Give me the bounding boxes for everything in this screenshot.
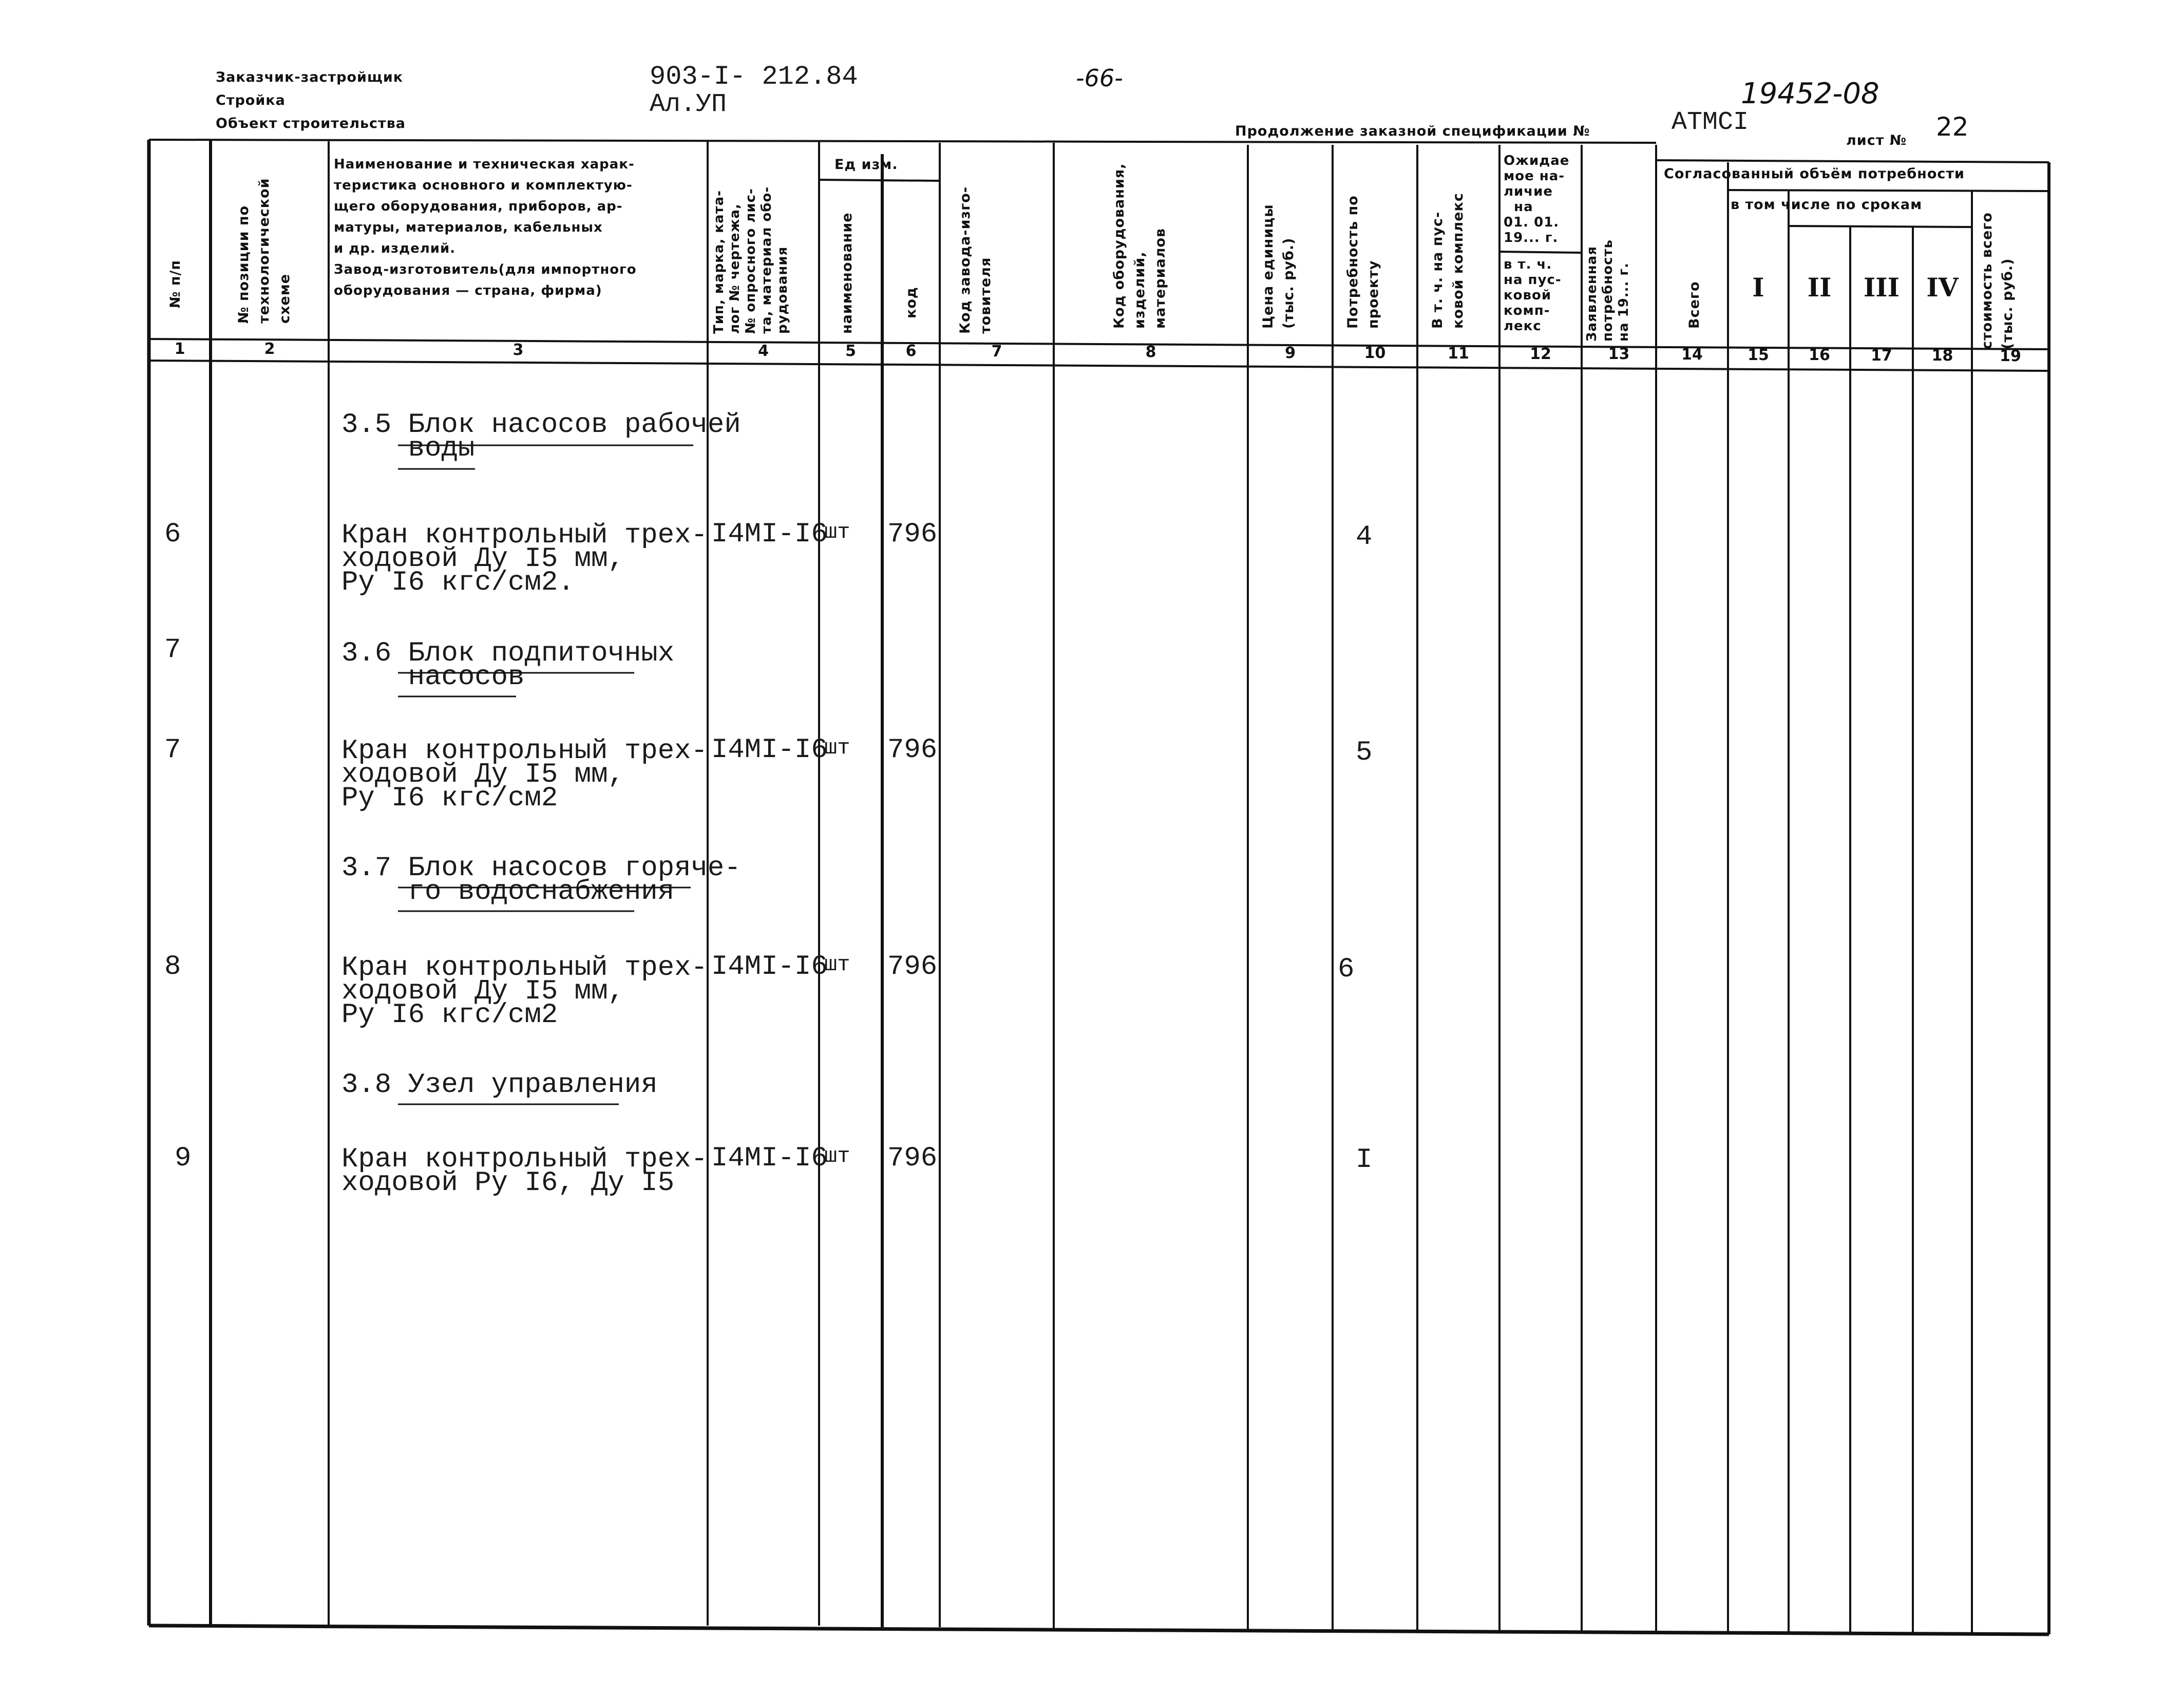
header-col-13: Заявленная потребность на 19... г.: [1584, 239, 1631, 342]
page-marker: -66-: [1076, 64, 1123, 92]
col-number-1: 1: [174, 340, 185, 358]
col-number-5: 5: [845, 342, 856, 360]
item-need: 6: [1338, 954, 1355, 985]
spec-number: АТМСI: [1672, 108, 1749, 137]
item-name: Кран контрольный трех- ходовой Ру I6, Ду I5: [341, 1144, 708, 1199]
item-type: I4MI-I6: [711, 519, 828, 550]
row-number: 9: [175, 1143, 192, 1174]
col-number-14: 14: [1681, 346, 1703, 364]
item-type: I4MI-I6: [711, 1143, 828, 1174]
col-number-7: 7: [991, 343, 1002, 361]
row-number: 6: [164, 519, 181, 550]
header-col-12-bottom: в т. ч. на пус- ковой комп- лекс: [1504, 257, 1562, 334]
header-col-2: № позиции по технологической схеме: [236, 178, 293, 324]
header-col-6: код: [903, 287, 919, 318]
item-unit-code: 796: [887, 1143, 938, 1174]
col-number-12: 12: [1530, 345, 1551, 363]
col-number-6: 6: [905, 342, 917, 360]
item-need: I: [1356, 1144, 1373, 1176]
header-col-17: III: [1863, 272, 1900, 303]
sheet-number: 22: [1936, 112, 1969, 142]
construction-label: Стройка: [216, 92, 286, 108]
section-heading: 3.8 Узел управления: [341, 1069, 658, 1101]
col-number-13: 13: [1608, 345, 1630, 363]
header-col-3: Наименование и техническая харак- теристика основного и комплектую- щего оборудования, приборов, ар- матуры, материалов, кабельных и др. изделий. Завод-изготовитель(для импортного оборудования — страна, фирма): [334, 157, 637, 298]
section-heading: 3.7 Блок насосов горяче- го водоснабжения: [341, 853, 741, 908]
item-unit-code: 796: [887, 734, 938, 766]
item-unit: шт: [824, 1144, 850, 1168]
col-number-9: 9: [1285, 344, 1296, 362]
album-code: Ал.УП: [650, 90, 727, 119]
col-number-10: 10: [1364, 344, 1386, 362]
item-type: I4MI-I6: [711, 734, 828, 766]
col-number-4: 4: [758, 342, 769, 360]
item-unit: шт: [824, 520, 850, 544]
header-col-11: В т. ч. на пус- ковой комплекс: [1430, 193, 1466, 329]
handwritten-number: 19452-08: [1741, 77, 1879, 110]
header-col-1: № п/п: [167, 259, 183, 308]
header-col-19: стоимость всего (тыс. руб.): [1979, 212, 2016, 349]
unit-group-header: Ед изм.: [834, 157, 898, 173]
item-type: I4MI-I6: [711, 951, 828, 983]
col-number-16: 16: [1809, 346, 1830, 364]
col-number-18: 18: [1931, 347, 1953, 365]
item-name: Кран контрольный трех- ходовой Ду I5 мм, Ру I6 кгс/см2: [341, 952, 708, 1031]
customer-label: Заказчик-застройщик: [216, 69, 404, 85]
section-heading-text: 3.5 Блок насосов рабочей воды: [341, 409, 741, 464]
spec-title: Продолжение заказной спецификации №: [1235, 123, 1590, 139]
item-name: Кран контрольный трех- ходовой Ду I5 мм, Ру I6 кгс/см2.: [341, 520, 708, 598]
row-number: 7: [164, 734, 181, 766]
item-unit-code: 796: [887, 951, 938, 983]
header-col-4: Тип, марка, ката- лог № чертежа, № опросного лис- та, материал обо- рудования: [711, 186, 790, 334]
col-number-19: 19: [2000, 347, 2021, 365]
item-name: Кран контрольный трех- ходовой Ду I5 мм, Ру I6 кгс/см2: [341, 735, 708, 814]
item-unit: шт: [824, 735, 850, 760]
section-heading: 3.6 Блок подпиточных насосов: [341, 638, 675, 693]
doc-code: 903-I- 212.84: [650, 62, 858, 92]
col-number-17: 17: [1871, 347, 1892, 365]
item-need: 5: [1356, 737, 1373, 768]
header-col-10: Потребность по проекту: [1345, 195, 1381, 329]
agreed-group-header: Согласованный объём потребности: [1664, 166, 1965, 182]
item-unit: шт: [824, 952, 850, 977]
col-number-8: 8: [1145, 343, 1156, 361]
header-col-8: Код оборудования, изделий, материалов: [1111, 163, 1168, 329]
sheet-label: лист №: [1846, 133, 1907, 148]
terms-group-header: в том числе по срокам: [1731, 197, 1923, 213]
col-number-15: 15: [1748, 346, 1769, 364]
header-col-15: I: [1752, 272, 1764, 303]
object-label: Объект строительства: [216, 116, 406, 131]
col-number-11: 11: [1448, 345, 1469, 363]
item-need: 4: [1356, 521, 1373, 553]
header-col-9: Цена единицы (тыс. руб.): [1260, 204, 1297, 329]
header-col-18: IV: [1926, 272, 1959, 303]
col-number-3: 3: [512, 341, 524, 359]
item-unit-code: 796: [887, 519, 938, 550]
header-col-12-top: Ожидае мое на- личие на 01. 01. 19... г.: [1504, 153, 1570, 246]
col-number-2: 2: [264, 340, 275, 358]
header-col-5: наименование: [839, 212, 855, 334]
header-col-14: Всего: [1686, 281, 1702, 329]
row-number: 8: [164, 951, 181, 983]
header-col-16: II: [1807, 272, 1832, 303]
row-number: 7: [164, 634, 181, 666]
header-col-7: Код завода-изго- товителя: [957, 186, 994, 334]
